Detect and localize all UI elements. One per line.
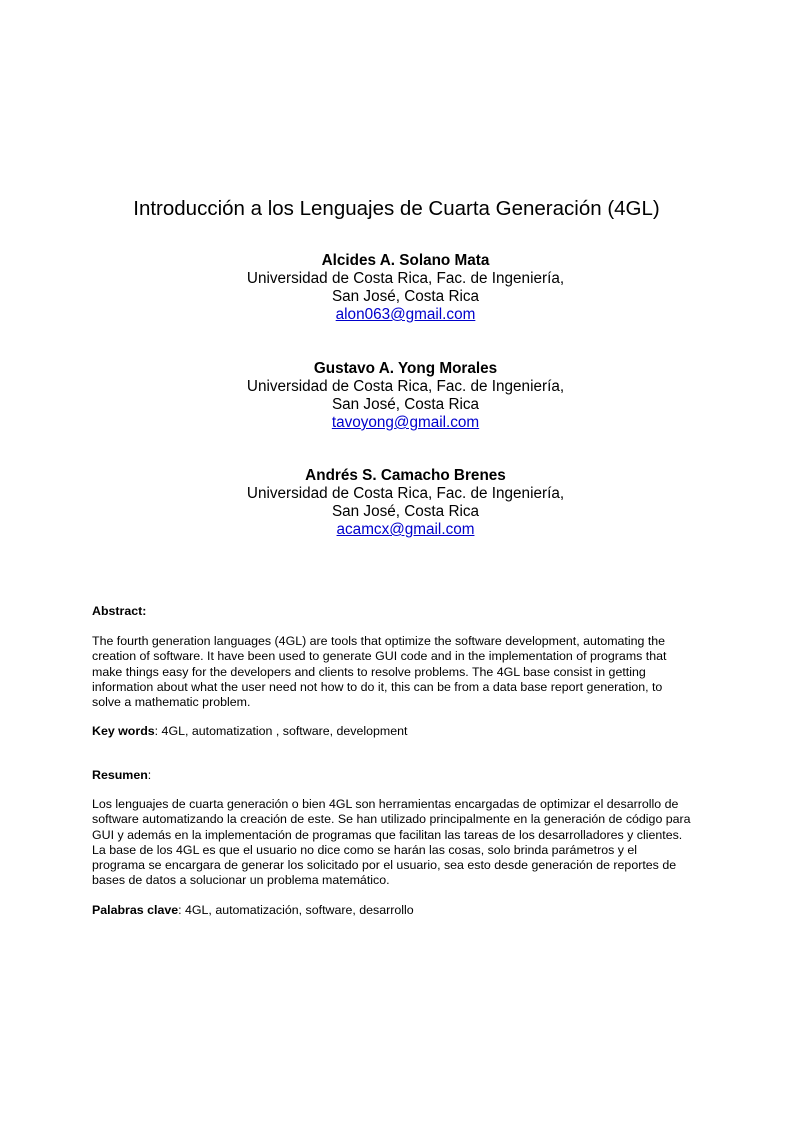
keywords-label: Key words — [92, 724, 155, 738]
author-email-link[interactable]: tavoyong@gmail.com — [331, 414, 480, 431]
author-location: San José, Costa Rica — [331, 396, 480, 413]
author-name: Gustavo A. Yong Morales — [313, 360, 498, 377]
abstract-line: creation of software. It have been used to generate GUI code and in the implementation of programs that — [92, 649, 667, 664]
resumen-body — [92, 797, 732, 889]
keywords-line — [92, 724, 732, 739]
author-block — [0, 360, 793, 432]
resumen-heading-suffix: : — [147, 768, 152, 782]
resumen-line: software automatizando la creación de este. Se han utilizado principalmente en la generación de código para — [92, 812, 691, 827]
author-affiliation: Universidad de Costa Rica, Fac. de Ingeniería, — [246, 378, 565, 395]
abstract-line: make things easy for the developers and clients to resolve problems. The 4GL base consist in getting — [92, 664, 646, 679]
author-location: San José, Costa Rica — [331, 503, 480, 520]
author-block — [0, 467, 793, 539]
resumen-line: GUI y además en la implementación de programas que facilitan las tareas de los desarrolladores y clientes. — [92, 827, 683, 842]
abstract-line: solve a mathematic problem. — [92, 695, 251, 710]
author-affiliation: Universidad de Costa Rica, Fac. de Ingeniería, — [246, 270, 565, 287]
abstract-heading-text: Abstract: — [92, 604, 147, 618]
abstract-body — [92, 634, 732, 710]
author-email-link[interactable]: alon063@gmail.com — [335, 306, 476, 323]
keywords-text: : 4GL, automatization , software, development — [154, 724, 408, 738]
author-name: Alcides A. Solano Mata — [321, 252, 490, 269]
resumen-line: Los lenguajes de cuarta generación o bien 4GL son herramientas encargadas de optimizar el desarrollo de — [92, 797, 679, 811]
abstract-line: information about what the user need not how to do it, this can be from a data base report generation, to — [92, 679, 663, 694]
palabras-clave-text: : 4GL, automatización, software, desarrollo — [178, 903, 414, 917]
author-name: Andrés S. Camacho Brenes — [305, 467, 506, 484]
resumen-line: programa se encargara de generar los solicitado por el usuario, sea esto desde generación de reportes de — [92, 858, 677, 873]
abstract-heading — [92, 604, 732, 619]
resumen-heading-text: Resumen — [92, 768, 148, 782]
abstract-line: The fourth generation languages (4GL) are tools that optimize the software development, automating the — [92, 634, 666, 648]
palabras-clave-line — [92, 903, 732, 918]
resumen-line: La base de los 4GL es que el usuario no dice como se harán las cosas, solo brinda parámetros y el — [92, 842, 638, 857]
author-email-link[interactable]: acamcx@gmail.com — [336, 521, 475, 538]
author-location: San José, Costa Rica — [331, 288, 480, 305]
paper-title: Introducción a los Lenguajes de Cuarta Generación (4GL) — [133, 197, 660, 220]
author-affiliation: Universidad de Costa Rica, Fac. de Ingeniería, — [246, 485, 565, 502]
palabras-clave-label: Palabras clave — [92, 903, 179, 917]
author-block — [0, 252, 793, 324]
resumen-line: bases de datos a solucionar un problema matemático. — [92, 873, 390, 888]
resumen-heading — [92, 768, 732, 783]
